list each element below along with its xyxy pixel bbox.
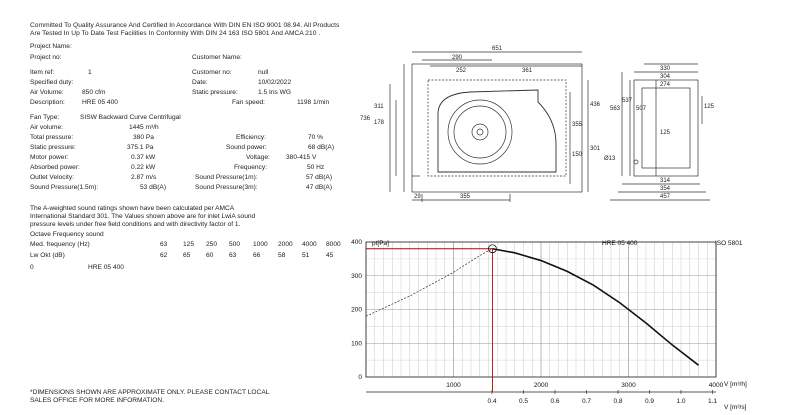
dim-label: 252 xyxy=(456,68,467,74)
customer-no-label: Customer no: xyxy=(192,69,232,76)
static-pressure-label: Static pressure: xyxy=(192,89,238,96)
dim-label: Ø13 xyxy=(604,156,616,162)
x-bottom-unit: V [m³/s] xyxy=(724,404,747,411)
fan-spec-value: 47 dB(A) xyxy=(306,184,333,191)
fan-type-value: SISW Backward Curve Centrifugal xyxy=(80,114,181,121)
fan-spec-value: 0.37 kW xyxy=(131,154,156,161)
fan-spec-value: 50 Hz xyxy=(307,164,325,171)
dim-label: 563 xyxy=(610,106,621,112)
dim-label: 304 xyxy=(660,74,671,80)
fan-spec-label: Absorbed power: xyxy=(30,164,80,171)
level-cell: 62 xyxy=(160,252,168,259)
y-axis-label: pt[Pa] xyxy=(372,240,389,247)
fan-spec-value: 380-415 V xyxy=(286,154,317,161)
dim-label: 537 xyxy=(622,98,633,104)
dim-label: 457 xyxy=(660,194,671,200)
dim-label: 651 xyxy=(492,46,503,52)
fan-spec-label: Air volume: xyxy=(30,124,63,131)
chart-grid xyxy=(366,242,716,377)
dim-label: 150 xyxy=(572,152,583,158)
dim-label: 314 xyxy=(660,178,671,184)
x-bottom-tick-label: 1.1 xyxy=(707,398,718,405)
level-cell: 60 xyxy=(206,252,214,259)
dim-label: 436 xyxy=(590,102,601,108)
x-bottom-tick-label: 0.7 xyxy=(581,398,592,405)
date-value: 10/02/2022 xyxy=(258,79,292,86)
x-top-tick-label: 1000 xyxy=(446,382,461,389)
static-pressure-value: 1.5 Ins WG xyxy=(258,89,291,96)
certification-line-2: Are Tested In Up To Date Test Facilities In Conformity With DIN 24 163 ISO 5801 And AMCA 210 . xyxy=(30,30,321,37)
frequency-cell: 4000 xyxy=(302,241,317,248)
dim-label: 361 xyxy=(522,68,533,74)
fan-spec-label: Motor power: xyxy=(30,154,69,161)
level-cell: 58 xyxy=(278,252,286,259)
item-ref-label: Item ref: xyxy=(30,69,55,76)
fan-spec-label: Sound power: xyxy=(226,144,267,151)
side-view-frame xyxy=(634,80,698,176)
footer-model: HRE 05 400 xyxy=(88,264,124,271)
project-no-label: Project no: xyxy=(30,54,62,61)
x-bottom-tick-label: 0.4 xyxy=(487,398,497,405)
impeller-circle xyxy=(448,100,512,164)
fan-performance-chart xyxy=(340,234,800,415)
sound-note-line-3: pressure levels under free field conditions and with directivity factor of 1. xyxy=(30,221,241,228)
fan-speed-label: Fan speed: xyxy=(232,99,265,106)
lw-okt-label: Lw Okt (dB) xyxy=(30,252,65,259)
y-tick-label: 200 xyxy=(351,306,362,314)
chart-axes xyxy=(351,239,723,405)
level-cell: 65 xyxy=(183,252,191,259)
fan-spec-value: 375.1 Pa xyxy=(127,144,154,151)
x-bottom-tick-label: 0.6 xyxy=(550,398,560,405)
octave-title: Octave Frequency sound xyxy=(30,231,104,238)
fan-spec-label: Efficiency: xyxy=(236,134,266,141)
fan-spec-label: Total pressure: xyxy=(30,134,74,141)
fan-spec-value: 53 dB(A) xyxy=(140,184,167,191)
dim-label: 736 xyxy=(360,116,371,122)
fan-spec-value: 2.87 m/s xyxy=(131,174,157,181)
x-bottom-tick-label: 0.5 xyxy=(518,398,529,405)
fan-spec-label: Static pressure: xyxy=(30,144,76,151)
certification-line-1: Committed To Quality Assurance And Certified In Accordance With DIN EN ISO 9001 08.94. All Products xyxy=(30,22,340,29)
dim-label: 274 xyxy=(660,82,671,88)
fan-spec-value: 380 Pa xyxy=(133,134,154,141)
dim-label: 125 xyxy=(704,104,715,110)
item-ref-value: 1 xyxy=(88,69,92,76)
fan-spec-value: 70 % xyxy=(308,134,324,141)
fan-spec-label: Sound Pressure(1.5m): xyxy=(30,184,99,191)
fan-spec-value: 0.22 kW xyxy=(131,164,156,171)
dim-label: 355 xyxy=(460,194,471,200)
fan-type-label: Fan Type: xyxy=(30,114,60,121)
air-volume-label: Air Volume: xyxy=(30,89,64,96)
fan-spec-label: Voltage: xyxy=(246,154,270,161)
fan-spec-value: 57 dB(A) xyxy=(306,174,333,181)
dim-label: 301 xyxy=(590,146,601,152)
fan-spec-label: Frequency: xyxy=(234,164,267,171)
footer-zero: 0 xyxy=(30,264,34,271)
fan-spec-label: Sound Pressure(1m): xyxy=(195,174,258,181)
description-label: Description: xyxy=(30,99,65,106)
x-bottom-tick-label: 0.8 xyxy=(613,398,623,405)
x-bottom-tick-label: 1.0 xyxy=(676,398,686,405)
dim-label: 355 xyxy=(572,122,583,128)
frequency-cell: 125 xyxy=(183,241,195,248)
dim-label: 330 xyxy=(660,66,671,72)
frequency-cell: 250 xyxy=(206,241,218,248)
y-tick-label: 0 xyxy=(358,374,362,381)
dim-label: 311 xyxy=(374,104,384,110)
chart-title: HRE 05 400 xyxy=(602,240,638,247)
x-top-tick-label: 2000 xyxy=(533,382,549,389)
front-view-frame xyxy=(412,64,582,192)
fan-spec-label: Outlet Velocity: xyxy=(30,174,74,181)
x-top-tick-label: 3000 xyxy=(621,382,636,389)
fan-spec-value: 1445 m³/h xyxy=(129,124,159,131)
frequency-cell: 500 xyxy=(229,241,241,248)
fan-speed-value: 1198 1/min xyxy=(297,99,330,106)
frequency-cell: 2000 xyxy=(278,241,293,248)
description-value: HRE 05 400 xyxy=(82,99,118,106)
y-tick-label: 100 xyxy=(351,340,362,348)
frequency-cell: 63 xyxy=(160,241,168,248)
dim-label: 125 xyxy=(660,130,671,136)
level-cell: 63 xyxy=(229,252,237,259)
frequency-cell: 1000 xyxy=(253,241,268,248)
fan-spec-label: Sound Pressure(3m): xyxy=(195,184,258,191)
air-volume-value: 850 cfm xyxy=(82,89,106,96)
chart-standard: ISO 5801 xyxy=(715,240,743,247)
specified-duty-label: Specified duty: xyxy=(30,79,74,86)
med-frequency-label: Med. frequency (Hz) xyxy=(30,241,90,248)
y-tick-label: 400 xyxy=(351,239,362,246)
date-label: Date: xyxy=(192,79,208,86)
x-top-unit: V [m³/h] xyxy=(724,381,747,388)
fan-dimension-drawing xyxy=(360,44,720,204)
level-cell: 66 xyxy=(253,252,261,259)
disclaimer-line-2: SALES OFFICE FOR MORE INFORMATION. xyxy=(30,397,164,404)
dim-label: 354 xyxy=(660,186,671,192)
x-bottom-tick-label: 0.9 xyxy=(644,398,655,405)
fan-spec-value: 68 dB(A) xyxy=(308,144,335,151)
dim-label: 29 xyxy=(414,194,421,200)
customer-name-label: Customer Name: xyxy=(192,54,242,61)
disclaimer-line-1: *DIMENSIONS SHOWN ARE APPROXIMATE ONLY. PLEASE CONTACT LOCAL xyxy=(30,389,270,396)
x-top-tick-label: 4000 xyxy=(708,382,724,389)
frequency-cell: 8000 xyxy=(326,241,341,248)
dim-label: 290 xyxy=(452,55,463,61)
level-cell: 45 xyxy=(326,252,334,259)
sound-note-line-1: The A-weighted sound ratings shown have been calculated per AMCA xyxy=(30,205,235,212)
dim-label: 178 xyxy=(374,120,385,126)
dim-label: 507 xyxy=(636,106,647,112)
level-cell: 51 xyxy=(302,252,310,259)
sound-note-line-2: International Standard 301. The Values shown above are for inlet LwiA sound xyxy=(30,213,256,220)
customer-no-value: null xyxy=(258,69,269,76)
project-name-label: Project Name: xyxy=(30,43,72,50)
y-tick-label: 300 xyxy=(351,272,362,280)
